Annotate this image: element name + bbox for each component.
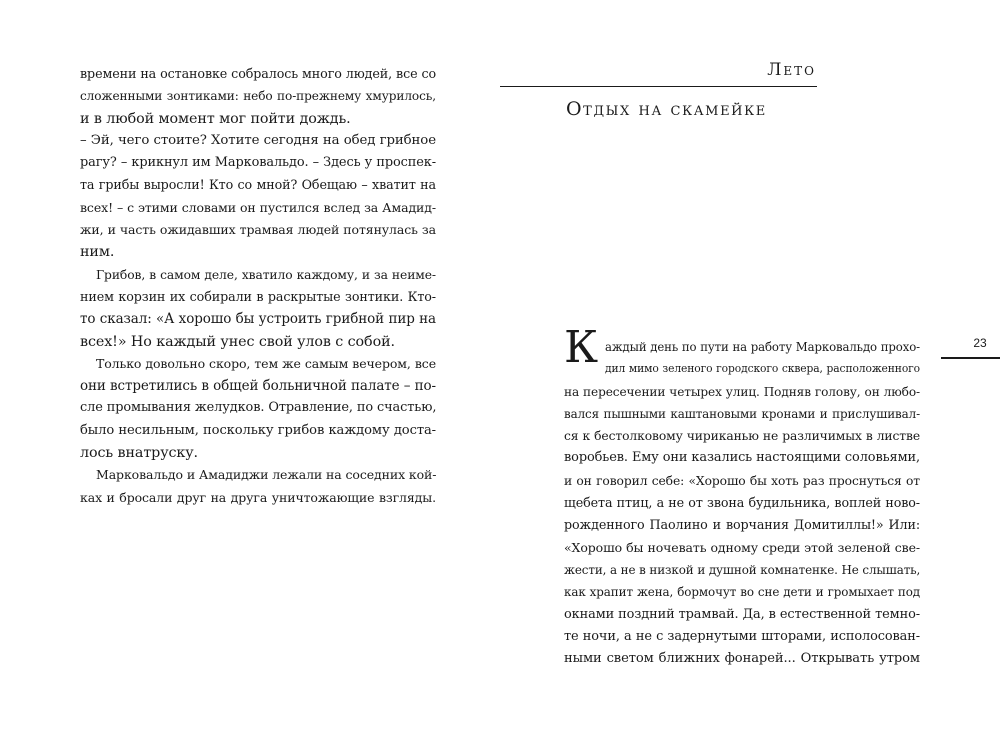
text-line: как храпит жена, бормочут во сне дети и громыхает под	[564, 585, 920, 600]
text-line: и он говорил себе: «Хорошо бы хоть раз проснуться от	[564, 473, 920, 488]
text-line: рагу? – крикнул им Марковальдо. – Здесь у проспек-	[80, 155, 436, 171]
text-line: Марковальдо и Амадиджи лежали на соседних кой-	[96, 467, 437, 483]
text-line: ним.	[80, 244, 115, 261]
running-head: Лето	[767, 60, 816, 80]
text-line: на пересечении четырех улиц. Подняв голову, он любо-	[564, 384, 920, 399]
right-page-text	[564, 336, 920, 670]
text-line: дил мимо зеленого городского сквера, расположенного	[605, 362, 920, 376]
text-line: жи, и часть ожидавших трамвая людей потянулась за	[80, 222, 436, 238]
header-rule	[500, 86, 817, 87]
text-line: «Хорошо бы ночевать одному среди этой зеленой све-	[564, 539, 920, 555]
text-line: то сказал: «А хорошо бы устроить грибной пир на	[80, 311, 436, 328]
text-line: всех! – с этими словами он пустился вслед за Амадид-	[80, 199, 436, 215]
text-line: ными светом ближних фонарей... Открывать утром	[564, 651, 920, 667]
text-line: всех!» Но каждый унес свой улов с собой.	[80, 333, 395, 350]
text-line: сле промывания желудков. Отравление, по счастью,	[80, 400, 437, 416]
text-line: – Эй, чего стоите? Хотите сегодня на обед грибное	[80, 132, 436, 148]
text-line: ся к бестолковому чириканью не различимых в листве	[564, 429, 920, 444]
text-line: Только довольно скоро, тем же самым вечером, все	[96, 355, 436, 371]
text-line: вался пышными каштановыми кронами и прислушивал-	[564, 406, 920, 421]
page-number: 23	[973, 336, 987, 350]
text-line: ках и бросали друг на друга уничтожающие взгляды.	[80, 489, 436, 505]
text-line: жести, а не в низкой и душной комнатенке. Не слышать,	[564, 562, 921, 577]
text-line: нием корзин их собирали в раскрытые зонтики. Кто-	[80, 288, 436, 304]
text-line: воробьев. Ему они казались настоящими соловьями,	[564, 450, 920, 466]
drop-cap: К	[564, 322, 599, 373]
text-line: рожденного Паолино и ворчания Домитиллы!» Или:	[564, 517, 920, 533]
text-line: было несильным, поскольку грибов каждому доста-	[80, 422, 436, 438]
text-line: та грибы выросли! Кто со мной? Обещаю – хватит на	[80, 177, 436, 193]
text-line: они встретились в общей больничной палате – по-	[80, 378, 436, 395]
text-line: Грибов, в самом деле, хватило каждому, и за неиме-	[96, 267, 436, 282]
text-line: щебета птиц, а не от звона будильника, воплей ново-	[564, 495, 920, 511]
text-line: сложенными зонтиками: небо по-прежнему хмурилось,	[80, 89, 436, 104]
text-line: лось внатруску.	[80, 445, 198, 462]
text-line: времени на остановке собралось много людей, все со	[80, 66, 436, 81]
left-page-text	[80, 63, 436, 509]
chapter-title: Отдых на скамейке	[566, 98, 767, 120]
text-line: аждый день по пути на работу Марковальдо прохо-	[605, 340, 920, 354]
text-line: окнами поздний трамвай. Да, в естественной темно-	[564, 606, 920, 622]
page-number-rule	[941, 357, 1000, 359]
text-line: те ночи, а не с задернутыми шторами, исполосован-	[564, 628, 920, 644]
text-line: и в любой момент мог пойти дождь.	[80, 110, 351, 127]
